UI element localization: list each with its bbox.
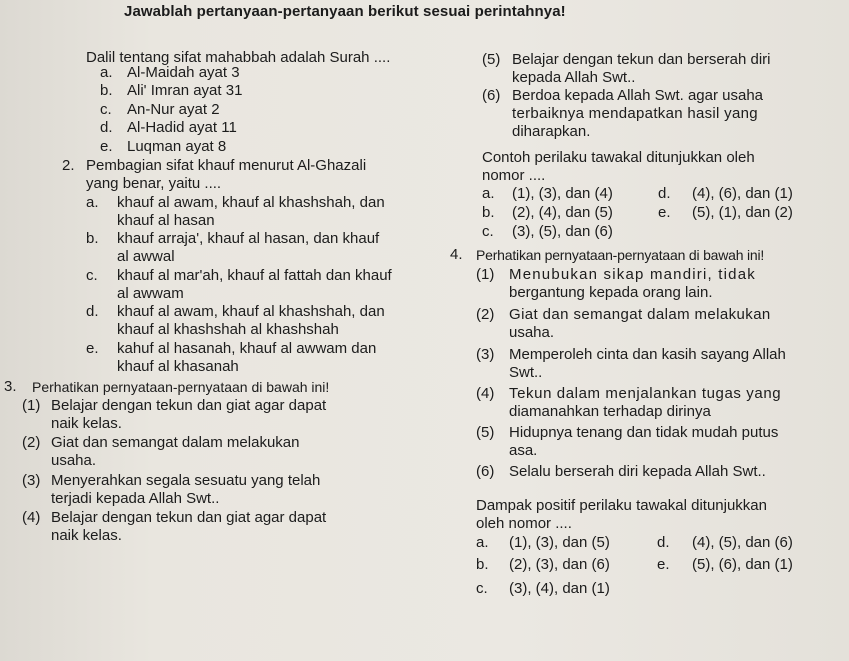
q1-option-b: Ali' Imran ayat 31 — [127, 82, 243, 99]
q4-statement-4-line1: Tekun dalam menjalankan tugas yang — [509, 385, 782, 402]
q2-number: 2. — [62, 157, 75, 174]
q1-option-c: An-Nur ayat 2 — [127, 101, 220, 118]
q1-option-a-letter: a. — [100, 64, 113, 81]
q1-option-d-letter: d. — [100, 119, 113, 136]
q2-option-d-line2: khauf al khashshah al khashshah — [117, 321, 339, 338]
q3-statement-4-num: (4) — [22, 509, 41, 526]
q3-answer-d-letter: d. — [658, 185, 671, 202]
q3-statement-6-line3: diharapkan. — [512, 123, 591, 140]
q4-statement-1-line1: Menubukan sikap mandiri, tidak — [509, 266, 756, 283]
q3-question: Perhatikan pernyataan-pernyataan di bawah ini! — [32, 379, 330, 395]
q3-statement-2-line2: usaha. — [51, 452, 97, 469]
q3-answer-e: (5), (1), dan (2) — [692, 204, 793, 221]
q3-prompt-line2: nomor .... — [482, 167, 546, 184]
q4-statement-2-num: (2) — [476, 306, 495, 323]
q2-option-b-letter: b. — [86, 230, 99, 247]
q4-statement-3-line2: Swt.. — [509, 364, 543, 381]
q1-option-e-letter: e. — [100, 138, 113, 155]
q4-statement-5-num: (5) — [476, 424, 495, 441]
q2-question-line2: yang benar, yaitu .... — [86, 175, 222, 192]
q3-answer-a-letter: a. — [482, 185, 495, 202]
q3-answer-b: (2), (4), dan (5) — [512, 204, 613, 221]
q4-statement-6-line1: Selalu berserah diri kepada Allah Swt.. — [509, 463, 766, 480]
q4-answer-c: (3), (4), dan (1) — [509, 580, 610, 597]
q4-answer-a-letter: a. — [476, 534, 489, 551]
q4-statement-2-line2: usaha. — [509, 324, 555, 341]
q3-answer-c: (3), (5), dan (6) — [512, 223, 613, 240]
q3-statement-1-num: (1) — [22, 397, 41, 414]
q3-statement-2-line1: Giat dan semangat dalam melakukan — [51, 434, 300, 451]
worksheet-heading: Jawablah pertanyaan-pertanyaan berikut sesuai perintahnya! — [124, 3, 566, 20]
q3-answer-a: (1), (3), dan (4) — [512, 185, 613, 202]
q4-number: 4. — [450, 246, 463, 263]
q2-option-d-line1: khauf al awam, khauf al khashshah, dan — [117, 303, 385, 320]
q1-option-d: Al-Hadid ayat 11 — [127, 119, 237, 136]
q4-answer-a: (1), (3), dan (5) — [509, 534, 610, 551]
q3-statement-5-num: (5) — [482, 51, 501, 68]
q1-question: Dalil tentang sifat mahabbah adalah Surah .... — [86, 49, 391, 66]
q3-statement-3-num: (3) — [22, 472, 41, 489]
q2-option-a-line2: khauf al hasan — [117, 212, 215, 229]
q4-statement-3-num: (3) — [476, 346, 495, 363]
q4-answer-b-letter: b. — [476, 556, 489, 573]
q3-answer-c-letter: c. — [482, 223, 494, 240]
q1-option-a: Al-Maidah ayat 3 — [127, 64, 240, 81]
q4-question: Perhatikan pernyataan-pernyataan di bawah ini! — [476, 247, 765, 263]
q2-option-b-line1: khauf arraja', khauf al hasan, dan khauf — [117, 230, 380, 247]
q4-answer-b: (2), (3), dan (6) — [509, 556, 610, 573]
q3-statement-6-line2: terbaiknya mendapatkan hasil yang — [512, 105, 758, 122]
q2-option-e-line1: kahuf al hasanah, khauf al awwam dan — [117, 340, 377, 357]
q2-option-a-line1: khauf al awam, khauf al khashshah, dan — [117, 194, 385, 211]
q4-answer-e-letter: e. — [657, 556, 670, 573]
q3-statement-6-line1: Berdoa kepada Allah Swt. agar usaha — [512, 87, 764, 104]
q4-answer-d-letter: d. — [657, 534, 670, 551]
q1-option-b-letter: b. — [100, 82, 113, 99]
q3-statement-1-line1: Belajar dengan tekun dan giat agar dapat — [51, 397, 327, 414]
q4-answer-c-letter: c. — [476, 580, 488, 597]
q3-answer-b-letter: b. — [482, 204, 495, 221]
q3-number: 3. — [4, 378, 17, 395]
q4-statement-5-line2: asa. — [509, 442, 538, 459]
q3-answer-e-letter: e. — [658, 204, 671, 221]
q2-option-e-letter: e. — [86, 340, 99, 357]
q4-statement-5-line1: Hidupnya tenang dan tidak mudah putus — [509, 424, 779, 441]
q2-option-b-line2: al awwal — [117, 248, 175, 265]
q4-answer-d: (4), (5), dan (6) — [692, 534, 793, 551]
q2-option-c-line1: khauf al mar'ah, khauf al fattah dan khauf — [117, 267, 392, 284]
q3-statement-1-line2: naik kelas. — [51, 415, 122, 432]
q2-question-line1: Pembagian sifat khauf menurut Al-Ghazali — [86, 157, 367, 174]
q3-answer-d: (4), (6), dan (1) — [692, 185, 793, 202]
q4-statement-2-line1: Giat dan semangat dalam melakukan — [509, 306, 771, 323]
q2-option-d-letter: d. — [86, 303, 99, 320]
q3-statement-2-num: (2) — [22, 434, 41, 451]
q4-statement-4-num: (4) — [476, 385, 495, 402]
q3-statement-4-line2: naik kelas. — [51, 527, 122, 544]
q2-option-c-letter: c. — [86, 267, 98, 284]
q2-option-a-letter: a. — [86, 194, 99, 211]
q4-prompt-line1: Dampak positif perilaku tawakal ditunjukkan — [476, 497, 767, 514]
q4-statement-6-num: (6) — [476, 463, 495, 480]
q3-statement-5-line1: Belajar dengan tekun dan berserah diri — [512, 51, 771, 68]
q1-option-c-letter: c. — [100, 101, 112, 118]
q3-statement-3-line2: terjadi kepada Allah Swt.. — [51, 490, 220, 507]
q4-statement-1-num: (1) — [476, 266, 495, 283]
q2-option-e-line2: khauf al khasanah — [117, 358, 239, 375]
q4-statement-1-line2: bergantung kepada orang lain. — [509, 284, 713, 301]
q4-statement-4-line2: diamanahkan terhadap dirinya — [509, 403, 711, 420]
q3-statement-6-num: (6) — [482, 87, 501, 104]
q3-statement-5-line2: kepada Allah Swt.. — [512, 69, 636, 86]
q2-option-c-line2: al awwam — [117, 285, 184, 302]
q4-statement-3-line1: Memperoleh cinta dan kasih sayang Allah — [509, 346, 786, 363]
q4-answer-e: (5), (6), dan (1) — [692, 556, 793, 573]
q3-statement-3-line1: Menyerahkan segala sesuatu yang telah — [51, 472, 321, 489]
q1-option-e: Luqman ayat 8 — [127, 138, 227, 155]
q4-prompt-line2: oleh nomor .... — [476, 515, 572, 532]
q3-statement-4-line1: Belajar dengan tekun dan giat agar dapat — [51, 509, 327, 526]
q3-prompt-line1: Contoh perilaku tawakal ditunjukkan oleh — [482, 149, 755, 166]
